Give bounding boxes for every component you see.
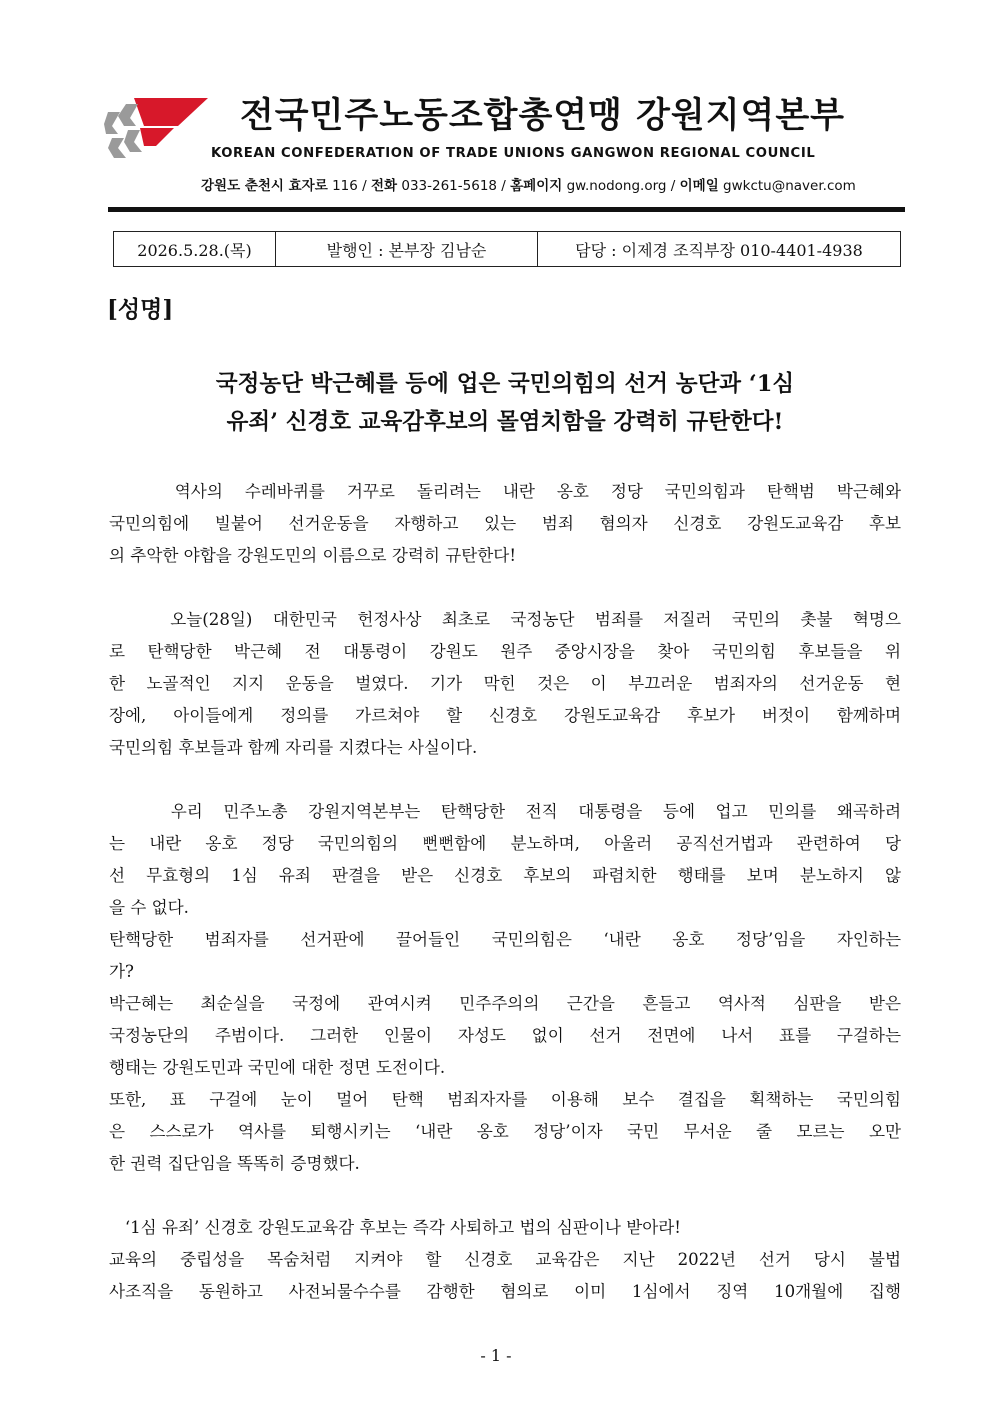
paragraph-line: 교육의 중립성을 목숨처럼 지켜야 할 신경호 교육감은 지난 2022년 선거 당시 불법 xyxy=(109,1250,901,1269)
paragraph-line: 오늘(28일) 대한민국 헌정사상 최초로 국정농단 범죄를 저질러 국민의 촛불 혁명으 xyxy=(109,610,901,629)
paragraph-line: 행태는 강원도민과 국민에 대한 정면 도전이다. xyxy=(109,1058,446,1077)
paragraph-line: 을 수 없다. xyxy=(109,898,189,917)
paragraph-line: 탄핵당한 범죄자를 선거판에 끌어들인 국민의힘은 ‘내란 옹호 정당’임을 자인하는 xyxy=(109,930,901,949)
paragraph-line: 는 내란 옹호 정당 국민의힘의 뻔뻔함에 분노하며, 아울러 공직선거법과 관련하여 당 xyxy=(109,834,901,853)
paragraph-line: 또한, 표 구걸에 눈이 멀어 탄핵 범죄자자를 이용해 보수 결집을 획책하는 국민의힘 xyxy=(109,1090,901,1109)
phone-label: 전화 xyxy=(370,178,398,194)
paragraph xyxy=(109,476,901,572)
paragraph-line: 역사의 수레바퀴를 거꾸로 돌리려는 내란 옹호 정당 국민의힘과 탄핵범 박근혜와 xyxy=(109,482,901,501)
paragraph xyxy=(109,924,901,988)
paragraph-line: ‘1심 유죄’ 신경호 강원도교육감 후보는 즉각 사퇴하고 법의 심판이나 받아라! xyxy=(109,1218,681,1237)
phone-value: 033-261-5618 / xyxy=(397,178,511,194)
paragraph-line: 의 추악한 야합을 강원도민의 이름으로 강력히 규탄한다! xyxy=(109,546,516,565)
paragraph-line: 선 무효형의 1심 유죄 판결을 받은 신경호 후보의 파렴치한 행태를 보며 분노하지 않 xyxy=(109,866,901,885)
paragraph-line: 로 탄핵당한 박근혜 전 대통령이 강원도 원주 중앙시장을 찾아 국민의힘 후보들을 위 xyxy=(109,642,901,661)
info-contact-person: 담당 : 이제경 조직부장 010-4401-4938 xyxy=(575,240,863,260)
email-value: gwkctu@naver.com xyxy=(718,178,856,194)
info-date: 2026.5.28.(목) xyxy=(114,232,276,266)
letterhead xyxy=(0,0,992,215)
paragraph-line: 은 스스로가 역사를 퇴행시키는 ‘내란 옹호 정당’이자 국민 무서운 줄 모르는 오만 xyxy=(109,1122,901,1141)
address-value: 116 / xyxy=(327,178,371,194)
paragraph-line: 한 권력 집단임을 똑똑히 증명했다. xyxy=(109,1154,360,1173)
paragraph-gap xyxy=(109,1180,901,1212)
paragraph xyxy=(109,796,901,924)
page-number: - 1 - xyxy=(480,1346,512,1365)
headline-line-2: 유죄’ 신경호 교육감후보의 몰염치함을 강력히 규탄한다! xyxy=(226,409,784,435)
homepage-value: gw.nodong.org / xyxy=(562,178,680,194)
paragraph xyxy=(109,1212,901,1244)
paragraph-line: 박근혜는 최순실을 국정에 관여시켜 민주주의의 근간을 흔들고 역사적 심판을 받은 xyxy=(109,994,901,1013)
paragraph-line: 우리 민주노총 강원지역본부는 탄핵당한 전직 대통령을 등에 업고 민의를 왜곡하려 xyxy=(109,802,901,821)
homepage-label: 홈페이지 xyxy=(510,178,563,194)
email-label: 이메일 xyxy=(679,178,719,194)
paragraph-gap xyxy=(109,572,901,604)
address-label: 강원도 춘천시 효자로 xyxy=(201,178,328,194)
paragraph-gap xyxy=(109,764,901,796)
kctu-logo-icon xyxy=(104,96,208,162)
statement-body xyxy=(109,476,901,1308)
paragraph-line: 국민의힘에 빌붙어 선거운동을 자행하고 있는 범죄 혐의자 신경호 강원도교육감 후보 xyxy=(109,514,901,533)
paragraph-line: 사조직을 동원하고 사전뇌물수수를 감행한 혐의로 이미 1심에서 징역 10개월에 집행 xyxy=(109,1282,901,1301)
headline xyxy=(110,365,900,441)
org-name-english: KOREAN CONFEDERATION OF TRADE UNIONS GANGWON REGIONAL COUNCIL xyxy=(211,146,816,161)
header-divider xyxy=(108,207,905,212)
paragraph xyxy=(109,1244,901,1308)
paragraph-line: 장에, 아이들에게 정의를 가르쳐야 할 신경호 강원도교육감 후보가 버젓이 함께하며 xyxy=(109,706,901,725)
paragraph xyxy=(109,988,901,1084)
paragraph-line: 가? xyxy=(109,962,134,981)
headline-line-1: 국정농단 박근혜를 등에 업은 국민의힘의 선거 농단과 ‘1심 xyxy=(215,371,795,397)
info-publisher: 발행인 : 본부장 김남순 xyxy=(276,232,538,266)
paragraph-line: 국민의힘 후보들과 함께 자리를 지켰다는 사실이다. xyxy=(109,738,478,757)
paragraph-line: 국정농단의 주범이다. 그러한 인물이 자성도 없이 선거 전면에 나서 표를 구걸하는 xyxy=(109,1026,901,1045)
contact-line xyxy=(201,174,856,194)
paragraph xyxy=(109,1084,901,1180)
org-name-korean: 전국민주노동조합총연맹 강원지역본부 xyxy=(240,96,845,136)
paragraph-line: 한 노골적인 지지 운동을 벌였다. 기가 막힌 것은 이 부끄러운 범죄자의 선거운동 현 xyxy=(109,674,901,693)
paragraph xyxy=(109,604,901,764)
info-box xyxy=(113,231,901,267)
document-type-label: [성명] xyxy=(107,296,174,323)
